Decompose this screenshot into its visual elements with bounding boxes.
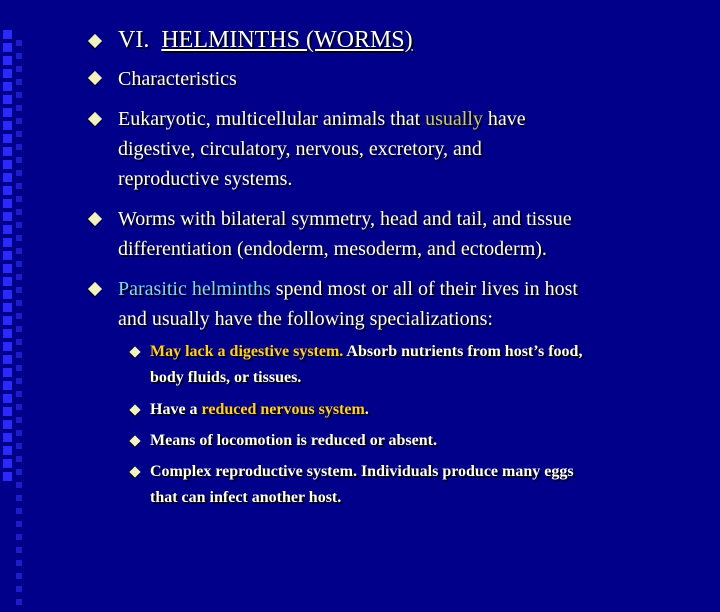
sub-bullet-digestive-line1 [150,339,582,365]
highlight-parasitic: Parasitic helminths [118,278,271,300]
diamond-bullet-icon [129,435,141,447]
highlight-nervous: reduced nervous system [201,401,365,418]
bullet-worms-line2: differentiation (endoderm, mesoderm, and ectoderm). [118,238,547,260]
highlight-usually: usually [425,108,483,130]
diamond-bullet-icon [88,71,102,85]
text-segment: Have a [150,401,202,418]
bullet-parasitic-line1 [118,274,578,304]
text-segment: Eukaryotic, multicellular animals that [118,108,426,130]
diamond-bullet-icon [129,466,141,478]
sub-bullet-reproductive-line1: Complex reproductive system. Individuals produce many eggs [150,463,574,480]
bullet-characteristics: Characteristics [118,68,237,90]
square-pattern-icon [3,30,17,485]
sub-bullet-reproductive-line2: that can infect another host. [150,489,342,506]
diamond-bullet-icon [129,346,141,358]
text-segment: Absorb nutrients from host’s food, [343,343,583,360]
diamond-bullet-icon [88,282,102,296]
bullet-eukaryotic-line1 [118,104,526,134]
title-text: HELMINTHS (WORMS) [161,27,413,53]
bullet-parasitic-line2: and usually have the following specializations: [118,308,493,330]
sub-bullet-digestive-line2: body fluids, or tissues. [150,369,302,386]
diamond-bullet-icon [88,212,102,226]
highlight-digestive: May lack a digestive system. [150,343,344,360]
bullet-worms-line1: Worms with bilateral symmetry, head and tail, and tissue [118,208,572,230]
diamond-bullet-icon [88,34,102,48]
diamond-bullet-icon [129,404,141,416]
text-segment: have [482,108,526,130]
text-segment: spend most or all of their lives in host [270,278,578,300]
bullet-eukaryotic-line3: reproductive systems. [118,168,293,190]
bullet-eukaryotic-line2: digestive, circulatory, nervous, excretory, and [118,138,482,160]
title-number: VI. [118,27,150,53]
slide-title [118,25,413,55]
sub-bullet-locomotion: Means of locomotion is reduced or absent. [150,432,437,449]
text-segment: . [364,401,369,418]
diamond-bullet-icon [88,112,102,126]
square-pattern-icon [16,40,26,612]
sub-bullet-nervous [150,397,369,423]
